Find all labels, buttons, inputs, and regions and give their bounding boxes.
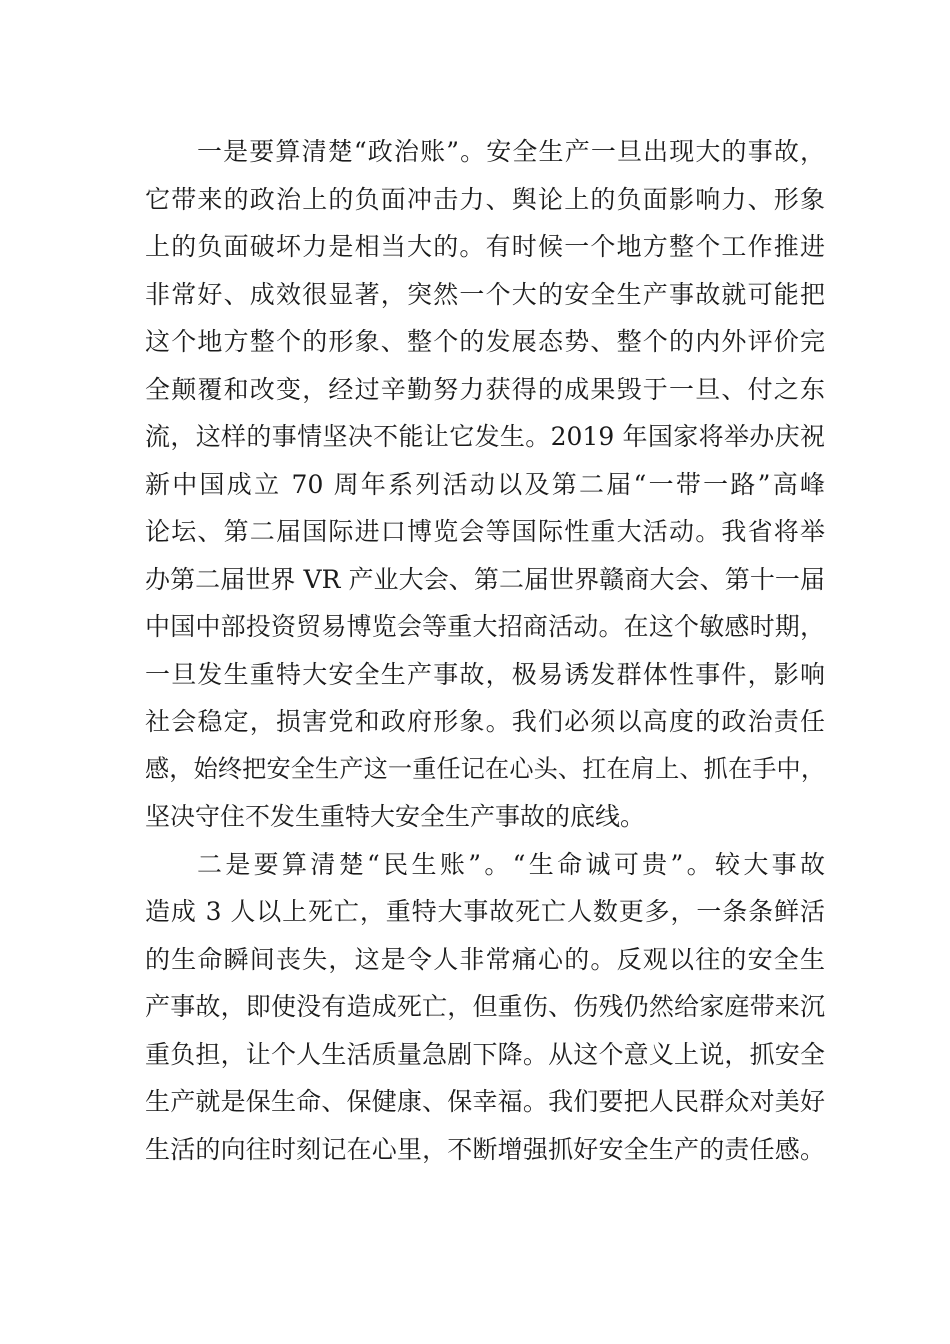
text-line: 生活的向往时刻记在心里，不断增强抓好安全生产的责任感。 — [145, 1134, 825, 1164]
text-line: 一旦发生重特大安全生产事故，极易诱发群体性事件，影响 — [145, 659, 825, 689]
text-line: 坚决守住不发生重特大安全生产事故的底线。 — [145, 802, 646, 831]
text-line: 的生命瞬间丧失，这是令人非常痛心的。反观以往的安全生 — [145, 944, 825, 974]
text-line: 办第二届世界 VR 产业大会、第二届世界赣商大会、第十一届 — [145, 564, 825, 594]
document-body — [145, 128, 825, 1173]
text-line: 生产就是保生命、保健康、保幸福。我们要把人民群众对美好 — [145, 1087, 825, 1116]
text-line: 产事故，即使没有造成死亡，但重伤、伤残仍然给家庭带来沉 — [145, 992, 825, 1021]
text-line: 造成 3 人以上死亡，重特大事故死亡人数更多，一条条鲜活 — [145, 897, 825, 926]
text-line: 感，始终把安全生产这一重任记在心头、扛在肩上、抓在手中， — [145, 754, 825, 783]
text-line: 非常好、成效很显著，突然一个大的安全生产事故就可能把 — [145, 279, 825, 309]
text-line: 论坛、第二届国际进口博览会等国际性重大活动。我省将举 — [145, 517, 825, 546]
text-line: 这个地方整个的形象、整个的发展态势、整个的内外评价完 — [145, 327, 825, 356]
text-line: 中国中部投资贸易博览会等重大招商活动。在这个敏感时期， — [145, 612, 825, 641]
text-line: 一是要算清楚“政治账”。安全生产一旦出现大的事故， — [197, 137, 825, 166]
text-line: 二是要算清楚“民生账”。“生命诚可贵”。较大事故 — [197, 849, 825, 879]
text-line: 流，这样的事情坚决不能让它发生。2019 年国家将举办庆祝 — [145, 422, 825, 451]
paragraph-livelihood-account — [145, 841, 825, 1174]
text-line: 上的负面破坏力是相当大的。有时候一个地方整个工作推进 — [145, 232, 825, 261]
text-line: 全颠覆和改变，经过辛勤努力获得的成果毁于一旦、付之东 — [145, 374, 825, 404]
text-line: 重负担，让个人生活质量急剧下降。从这个意义上说，抓安全 — [145, 1039, 825, 1069]
paragraph-political-account — [145, 128, 825, 841]
text-line: 它带来的政治上的负面冲击力、舆论上的负面影响力、形象 — [145, 184, 825, 214]
text-line: 新中国成立 70 周年系列活动以及第二届“一带一路”高峰 — [145, 469, 825, 499]
text-line: 社会稳定，损害党和政府形象。我们必须以高度的政治责任 — [145, 707, 825, 736]
